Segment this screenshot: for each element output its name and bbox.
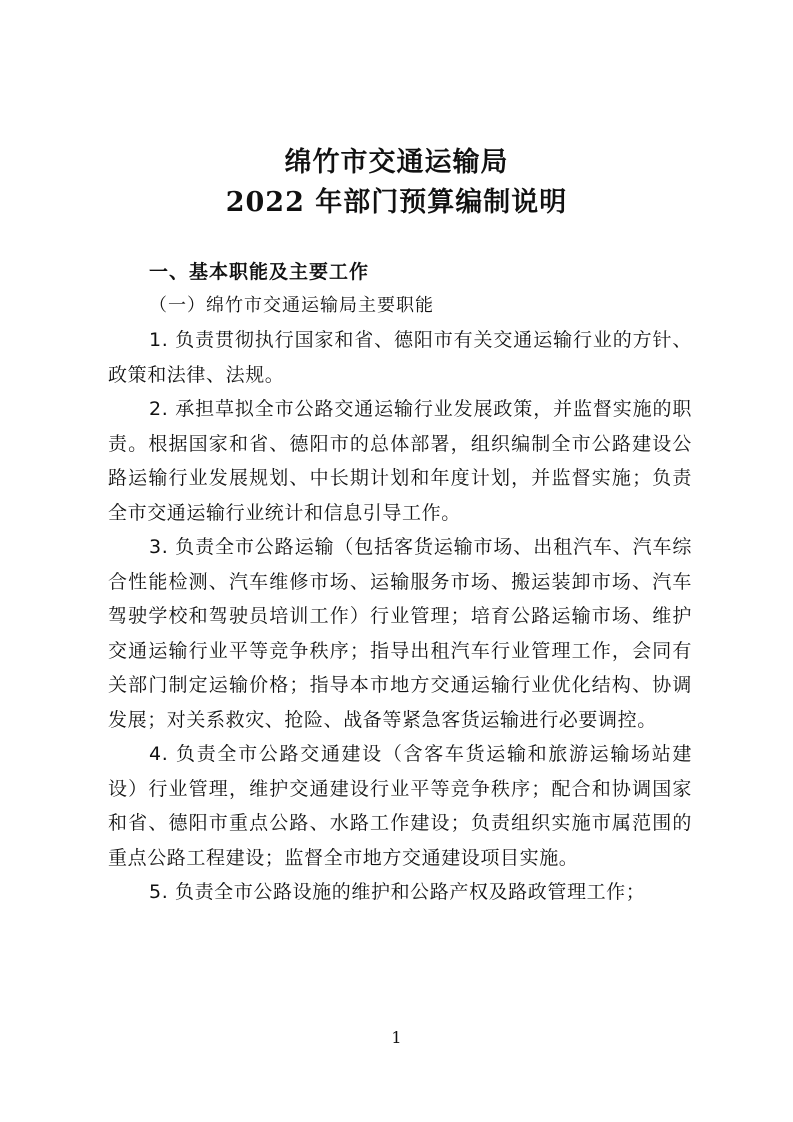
section-heading: 一、基本职能及主要工作 (149, 261, 370, 283)
paragraph-4: 4. 负责全市公路交通建设（含客车货运输和旅游运输场站建设）行业管理，维护交通建设行业平等竞争秩序；配合和协调国家和省、德阳市重点公路、水路工作建设；负责组织实施市属范围的重点公路工程建设；监督全市地方交通建设项目实施。 (108, 743, 692, 869)
body-text (108, 323, 692, 910)
subsection-heading: （一）绵竹市交通运输局主要职能 (149, 295, 434, 316)
document-title-line1: 绵竹市交通运输局 (284, 147, 509, 178)
page-number: 1 (391, 1028, 402, 1047)
paragraph-2: 2. 承担草拟全市公路交通运输行业发展政策，并监督实施的职责。根据国家和省、德阳市的总体部署，组织编制全市公路建设公路运输行业发展规划、中长期计划和年度计划，并监督实施；负责全市交通运输行业统计和信息引导工作。 (108, 398, 692, 524)
paragraph-5: 5. 负责全市公路设施的维护和公路产权及路政管理工作； (149, 881, 646, 903)
paragraph-3: 3. 负责全市公路运输（包括客货运输市场、出租汽车、汽车综合性能检测、汽车维修市场、运输服务市场、搬运装卸市场、汽车驾驶学校和驾驶员培训工作）行业管理；培育公路运输市场、维护交通运输行业平等竞争秩序；指导出租汽车行业管理工作，会同有关部门制定运输价格；指导本市地方交通运输行业优化结构、协调发展；对关系救灾、抢险、战备等紧急客货运输进行必要调控。 (108, 536, 692, 731)
paragraph-1: 1. 负责贯彻执行国家和省、德阳市有关交通运输行业的方针、政策和法律、法规。 (108, 329, 692, 386)
document-title-line2: 2022 年部门预算编制说明 (225, 187, 568, 218)
